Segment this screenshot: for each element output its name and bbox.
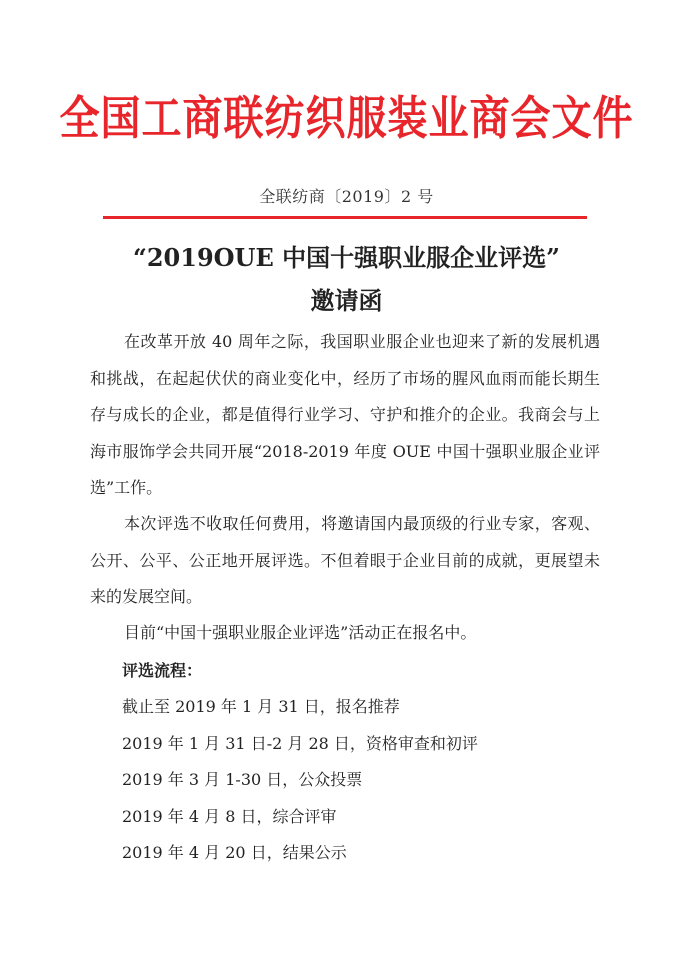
body-paragraph-1 — [90, 324, 600, 507]
process-step: 2019 年 3 月 1-30 日，公众投票 — [122, 770, 363, 789]
process-step: 2019 年 4 月 8 日，综合评审 — [122, 806, 337, 826]
body-paragraph-3 — [90, 615, 600, 652]
process-step: 2019 年 4 月 20 日，结果公示 — [122, 843, 347, 862]
paragraph-2-text: 本次评选不收取任何费用，将邀请国内最顶级的行业专家，客观、公开、公平、公正地开展评选。不但着眼于企业目前的成就，更展望未来的发展空间。 — [90, 514, 600, 606]
paragraph-3-text: 目前“中国十强职业服企业评选”活动正在报名中。 — [124, 623, 477, 642]
org-header-title: 全国工商联纺织服装业商会文件 — [59, 91, 634, 146]
process-step: 截止至 2019 年 1 月 31 日，报名推荐 — [122, 697, 400, 716]
document-title-line2: 邀请函 — [310, 286, 383, 315]
red-divider-line — [103, 216, 587, 219]
document-number: 全联纺商〔2019〕2 号 — [259, 187, 434, 206]
document-title-line1: “2019OUE 中国十强职业服企业评选” — [133, 243, 560, 272]
process-step: 2019 年 1 月 31 日-2 月 28 日，资格审查和初评 — [122, 733, 478, 753]
body-paragraph-2 — [90, 506, 600, 616]
process-heading: 评选流程： — [122, 661, 203, 680]
process-section — [122, 652, 478, 872]
paragraph-1-text: 在改革开放 40 周年之际，我国职业服企业也迎来了新的发展机遇和挑战，在起起伏伏的商业变化中，经历了市场的腥风血雨而能长期生存与成长的企业，都是值得行业学习、守护和推介的企业。我商会与上海市服饰学会共同开展“2018-2019 年度 OUE 中国十强职业服企业评选”工作。 — [90, 332, 600, 497]
